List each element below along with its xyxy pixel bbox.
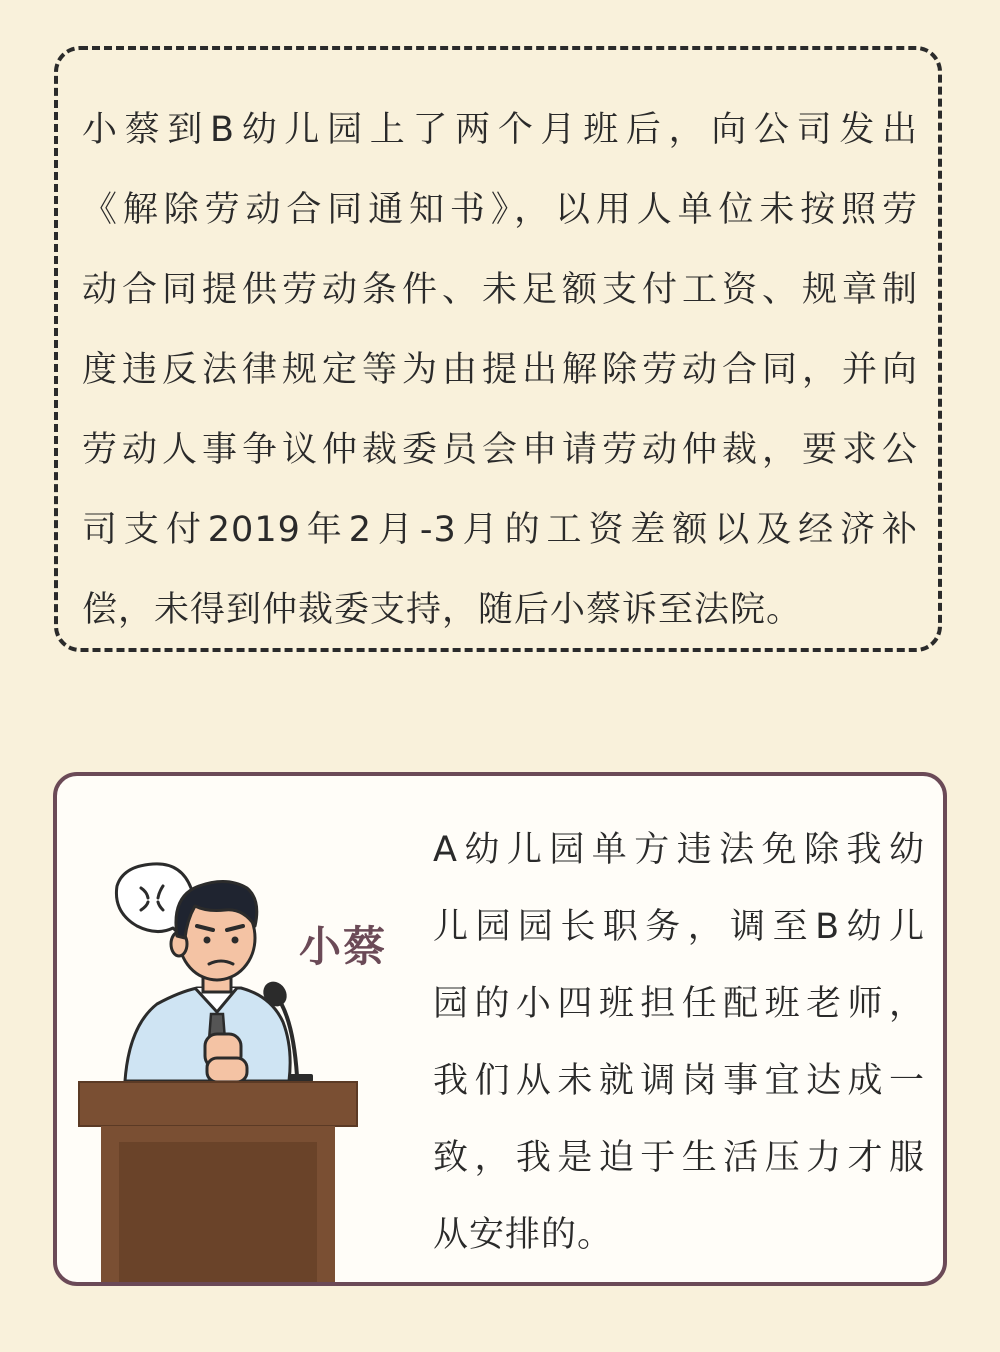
narrative-line: 小蔡到B幼儿园上了两个月班后，向公司发出 xyxy=(82,110,918,150)
speaker-quote xyxy=(433,812,925,1274)
narrative-line: 度违反法律规定等为由提出解除劳动合同，并向 xyxy=(82,350,918,390)
narrative-line: 动合同提供劳动条件、未足额支付工资、规章制 xyxy=(82,270,918,310)
quote-line: 园的小四班担任配班老师， xyxy=(433,984,925,1024)
man-at-podium-illustration xyxy=(57,776,417,1286)
quote-line: A幼儿园单方违法免除我幼 xyxy=(433,830,925,870)
quote-line: 从安排的。 xyxy=(433,1215,614,1255)
narrative-line: 司支付2019年2月-3月的工资差额以及经济补 xyxy=(82,510,918,550)
speaker-name: 小蔡 xyxy=(299,922,388,971)
narrative-line: 《解除劳动合同通知书》，以用人单位未按照劳 xyxy=(82,190,918,230)
narrative-box xyxy=(54,46,942,652)
narrative-line: 劳动人事争议仲裁委员会申请劳动仲裁，要求公 xyxy=(82,430,918,470)
quote-line: 致，我是迫于生活压力才服 xyxy=(433,1138,925,1178)
quote-line: 我们从未就调岗事宜达成一 xyxy=(433,1061,925,1101)
speaker-card xyxy=(53,772,947,1286)
narrative-line: 偿，未得到仲裁委支持，随后小蔡诉至法院。 xyxy=(82,590,803,630)
podium xyxy=(79,1082,357,1286)
quote-line: 儿园园长职务，调至B幼儿 xyxy=(433,907,925,947)
